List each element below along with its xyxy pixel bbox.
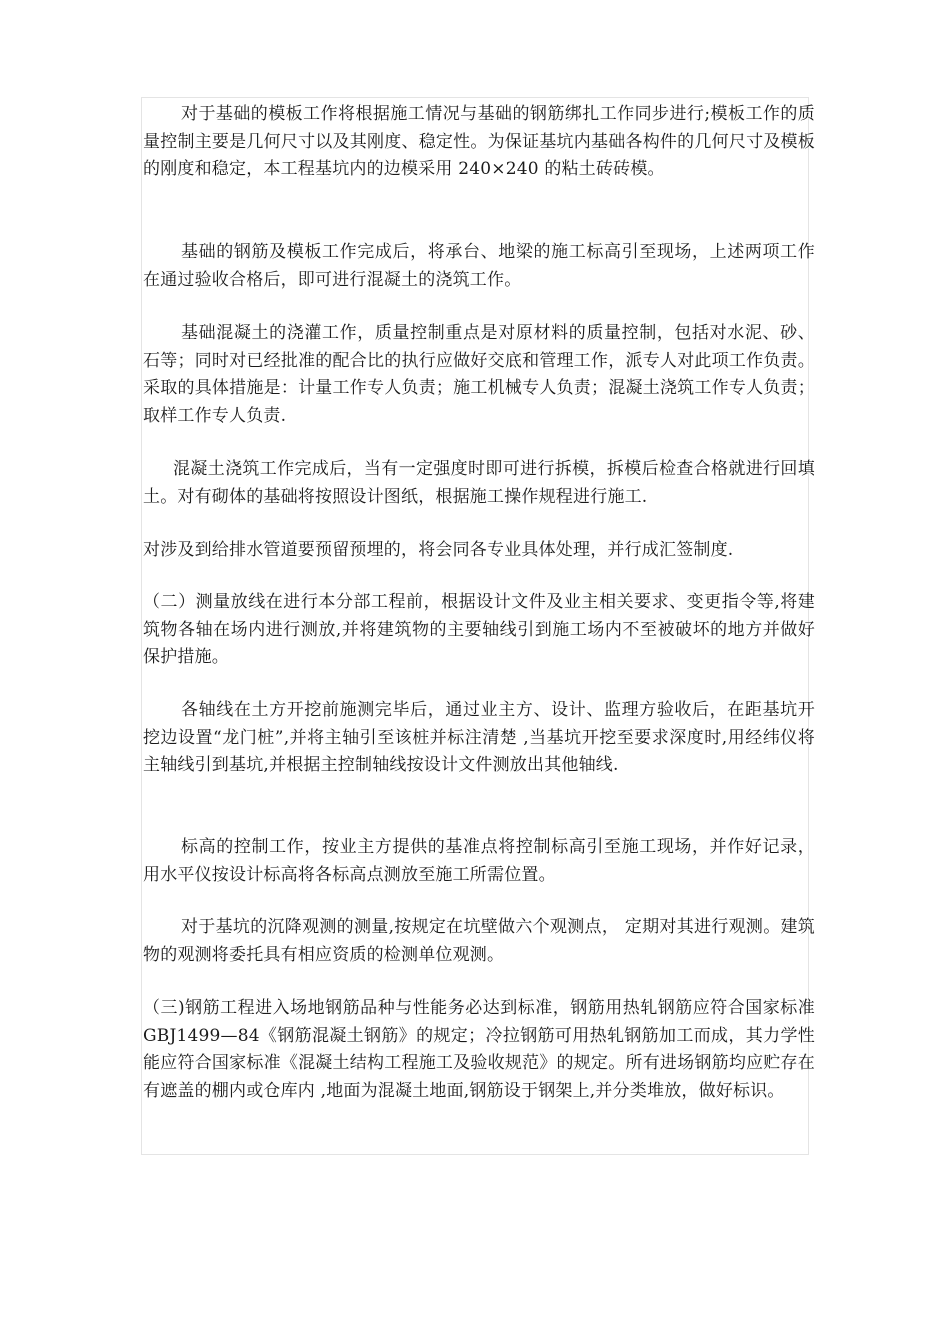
paragraph-rebar-formwork-complete: 基础的钢筋及模板工作完成后，将承台、地梁的施工标高引至现场，上述两项工作在通过验收合格后，即可进行混凝土的浇筑工作。 [143, 242, 815, 290]
paragraph-axis-lines: 各轴线在土方开挖前施测完毕后，通过业主方、设计、监理方验收后，在距基坑开挖边设置“龙门桩”,并将主轴引至该桩并标注清楚 ,当基坑开挖至要求深度时,用经纬仪将主轴线引到基坑,并根据主控制轴线按设计文件测放出其他轴线. [143, 700, 815, 775]
paragraph-settlement-observation: 对于基坑的沉降观测的测量,按规定在坑壁做六个观测点， 定期对其进行观测。建筑物的观测将委托具有相应资质的检测单位观测。 [143, 917, 815, 965]
paragraph-formwork: 对于基础的模板工作将根据施工情况与基础的钢筋绑扎工作同步进行;模板工作的质量控制主要是几何尺寸以及其刚度、稳定性。为保证基坑内基础各构件的几何尺寸及模板的刚度和稳定，本工程基坑内的边模采用 240×240 的粘土砖砖模。 [143, 104, 815, 179]
paragraph-rebar-engineering: （三)钢筋工程进入场地钢筋品种与性能务必达到标准，钢筋用热轧钢筋应符合国家标准 GBJ1499—84《钢筋混凝土钢筋》的规定；冷拉钢筋可用热轧钢筋加工而成，其力学性能应符合国家标准《混凝土结构工程施工及验收规范》的规定。所有进场钢筋均应贮存在有遮盖的棚内或仓库内 ,地面为混凝土地面,钢筋设于钢架上,并分类堆放，做好标识。 [143, 998, 815, 1101]
paragraph-form-removal: 混凝土浇筑工作完成后，当有一定强度时即可进行拆模，拆模后检查合格就进行回填土。对有砌体的基础将按照设计图纸，根据施工操作规程进行施工. [143, 459, 815, 507]
paragraph-drainage-pipes: 对涉及到给排水管道要预留预埋的，将会同各专业具体处理，并行成汇签制度. [143, 540, 734, 560]
paragraph-surveying: （二）测量放线在进行本分部工程前，根据设计文件及业主相关要求、变更指令等,将建筑物各轴在场内进行测放,并将建筑物的主要轴线引到施工场内不至被破坏的地方并做好保护措施。 [143, 592, 815, 667]
paragraph-concrete-pouring: 基础混凝土的浇灌工作，质量控制重点是对原材料的质量控制，包括对水泥、砂、石等；同时对已经批准的配合比的执行应做好交底和管理工作，派专人对此项工作负责。采取的具体措施是：计量工作专人负责；施工机械专人负责；混凝土浇筑工作专人负责；取样工作专人负责. [143, 323, 815, 426]
paragraph-elevation-control: 标高的控制工作，按业主方提供的基准点将控制标高引至施工现场，并作好记录，用水平仪按设计标高将各标高点测放至施工所需位置。 [143, 837, 815, 885]
